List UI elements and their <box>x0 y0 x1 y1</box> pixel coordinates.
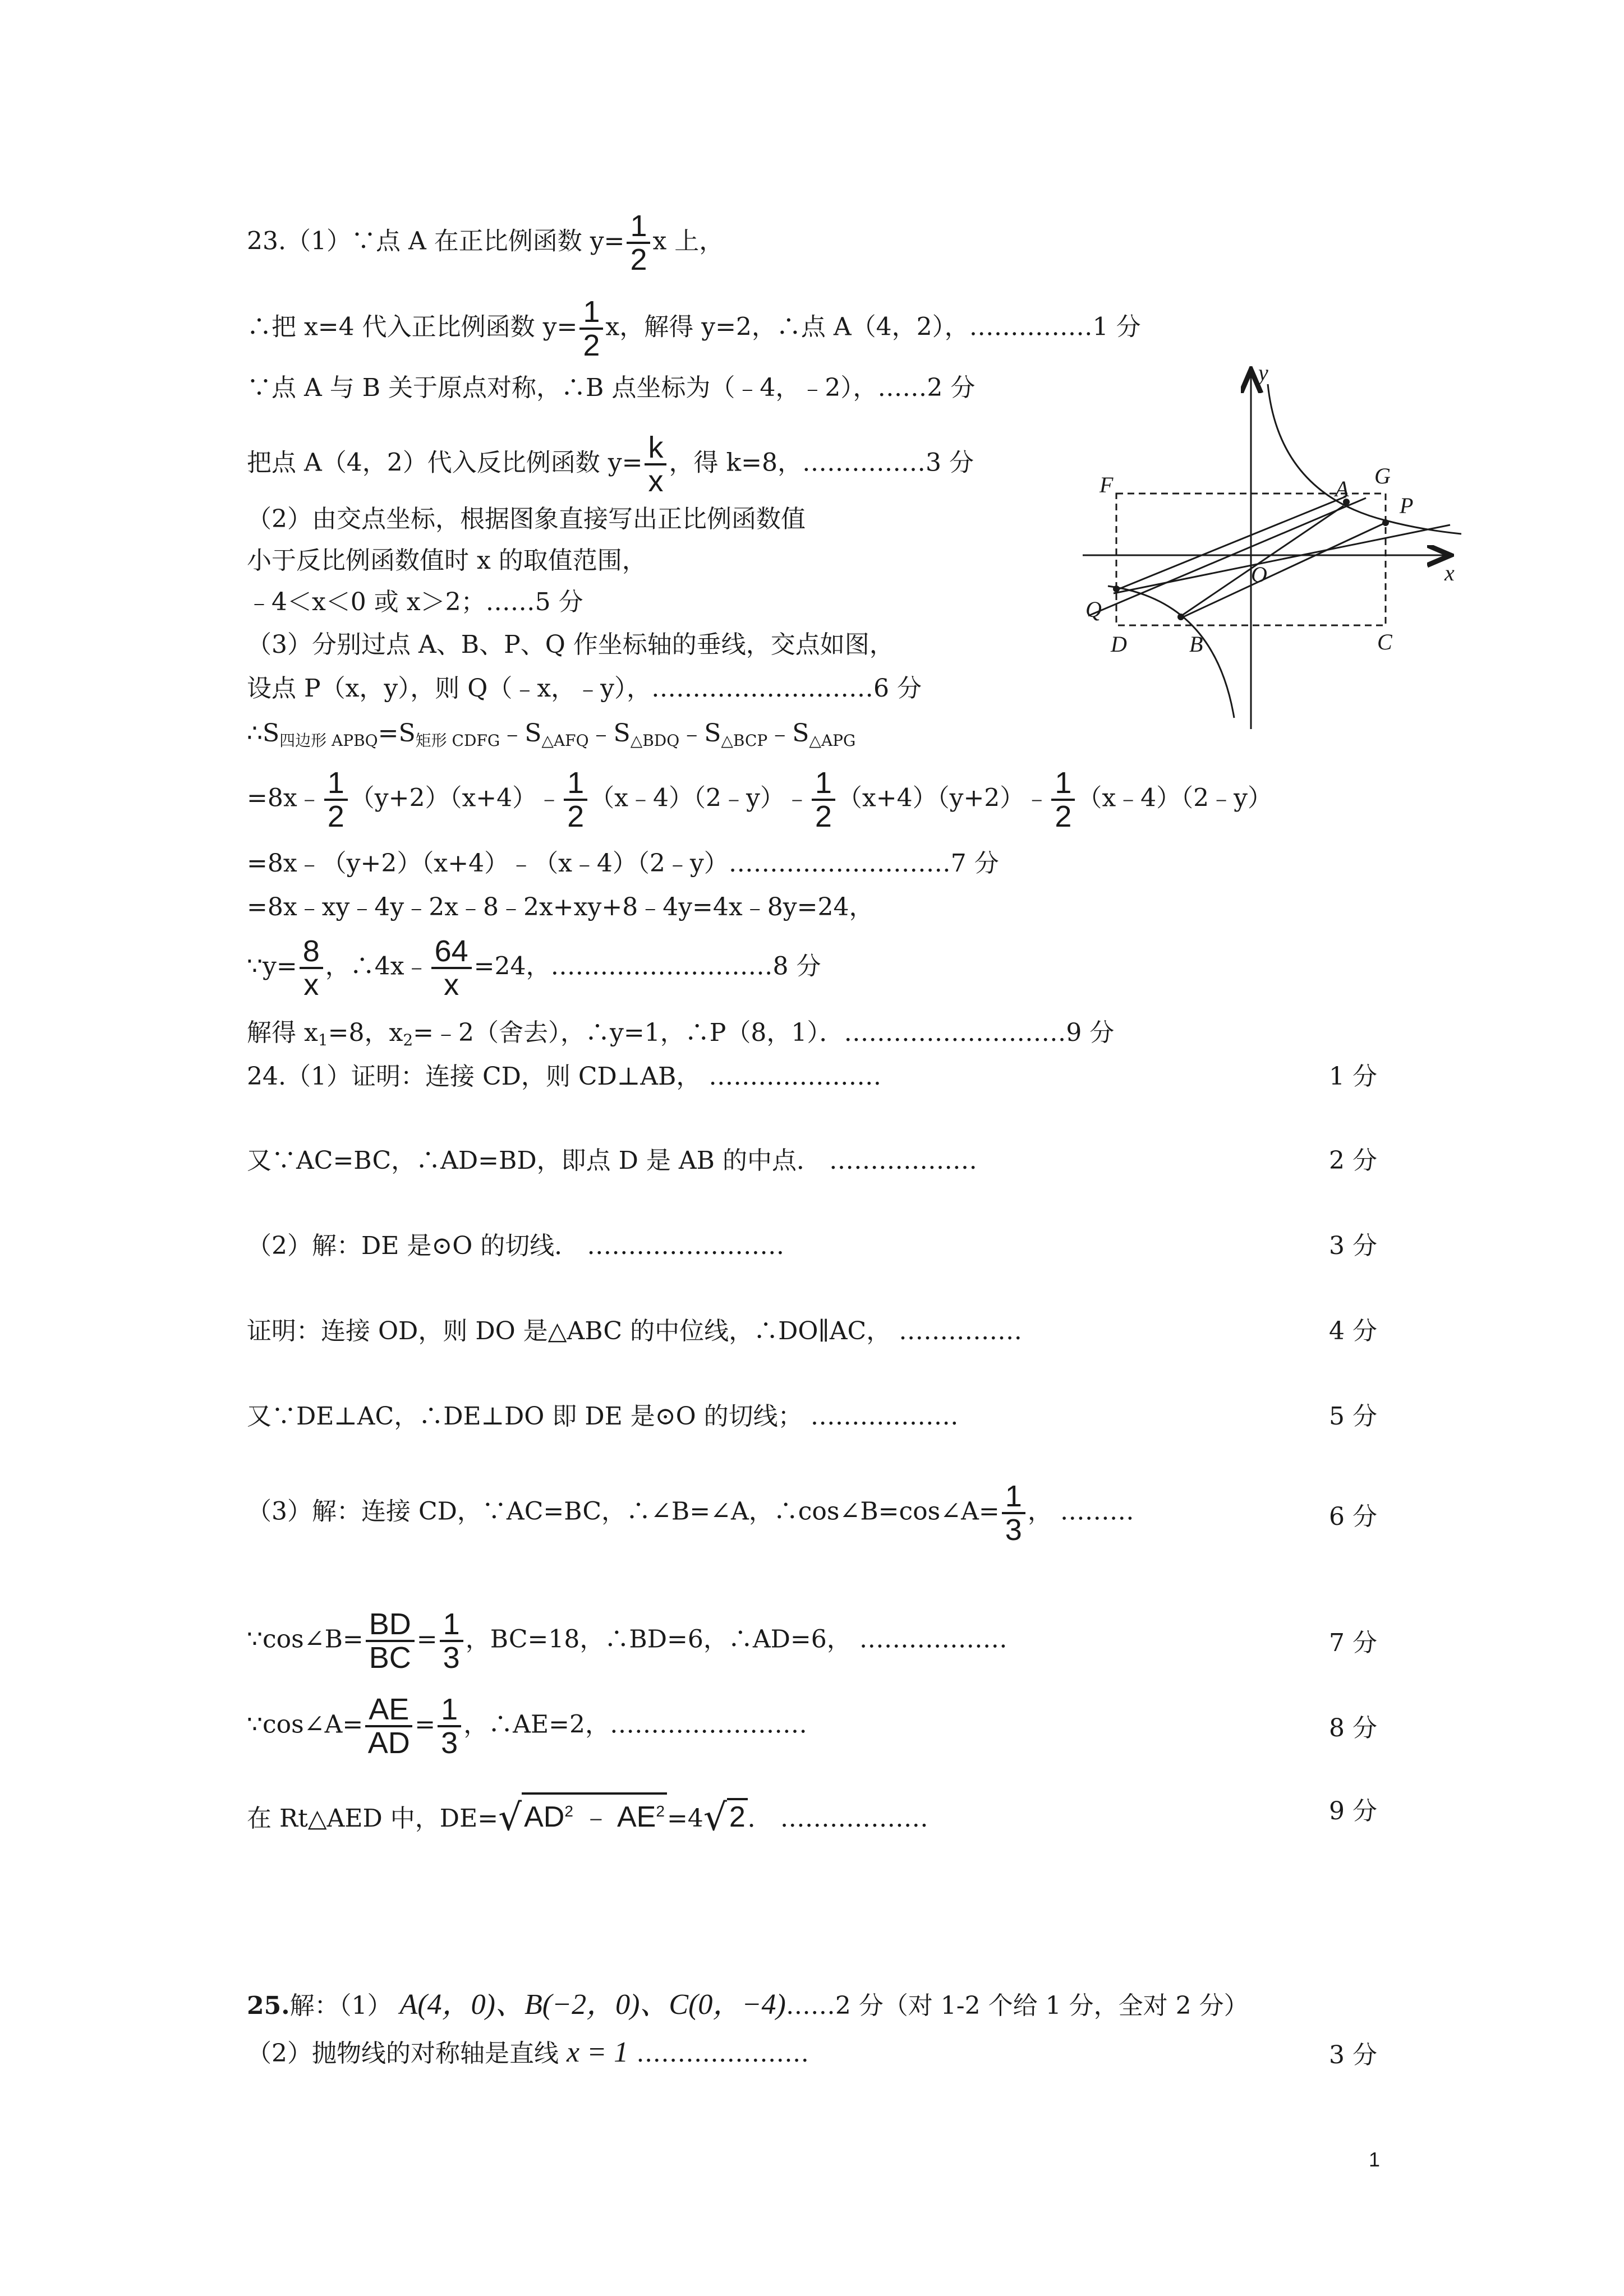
q23-line-14: ∵y= $\frac{8}{x}$ ，∴4x﹣ $\frac{64}{x}$ =24，………………………8 分 <box>247 934 821 1002</box>
q23-line-7: ﹣4＜x＜0 或 x＞2；……5 分 <box>247 588 583 616</box>
page-number: 1 <box>1369 2148 1381 2171</box>
fraction-one-half: $\frac{1}{2}$ <box>324 767 348 832</box>
q24-score-9: 9 分 <box>1329 1797 1377 1825</box>
q24-line-1: 24.（1）证明：连接 CD，则 CD⊥AB， ………………… <box>247 1062 882 1091</box>
q24-line-2: 又∵AC=BC，∴AD=BD，即点 D 是 AB 的中点． ……………… <box>247 1146 977 1175</box>
label-b: B <box>1189 631 1203 657</box>
q24-score-7: 7 分 <box>1329 1629 1377 1657</box>
label-x: x <box>1444 560 1455 585</box>
q23-l1-pre: 23.（1）∵点 A 在正比例函数 y= <box>247 227 625 256</box>
q24-score-6: 6 分 <box>1329 1502 1377 1531</box>
q23-line-6: 小于反比例函数值时 x 的取值范围， <box>247 546 647 575</box>
q23-line-3: ∵点 A 与 B 关于原点对称，∴B 点坐标为（﹣4，﹣2），……2 分 <box>247 374 976 402</box>
q25-line-1: 25.解：（1） A(4，0)、B(−2，0)、C(0，−4)……2 分（对 1-2 个给 1 分，全对 2 分） <box>247 1989 1249 2021</box>
q25-line-2: （2）抛物线的对称轴是直线 x = 1 ………………… <box>247 2036 809 2068</box>
q23-line-15: 解得 $x_1=8$，$x_2=﹣2$（舍去），∴y=1，∴P（8，1）．………………………9 分 <box>247 1018 1115 1049</box>
q23-line-12: =8x﹣（y+2）（x+4）﹣（x﹣4）（2﹣y）………………………7 分 <box>247 849 999 878</box>
q24-line-3: （2）解：DE 是⊙O 的切线． …………………… <box>247 1232 785 1260</box>
q24-score-2: 2 分 <box>1329 1146 1377 1175</box>
sqrt-ad2-ae2: $AD^2$ ﹣ $AE^2$ <box>522 1792 667 1834</box>
fraction-one-half: $\frac{1}{2}$ <box>564 767 587 832</box>
fraction-one-half: $\frac{1}{2}$ <box>1051 767 1075 832</box>
q23-line-1 <box>247 210 724 275</box>
q24-score-5: 5 分 <box>1329 1402 1377 1431</box>
label-g: G <box>1374 463 1391 488</box>
label-p: P <box>1400 493 1414 518</box>
point-p <box>1382 519 1389 526</box>
fraction-one-half: $\frac{1}{2}$ <box>627 210 650 275</box>
q23-line-11: =8x﹣ $\frac{1}{2}$ （y+2）（x+4）﹣ $\frac{1}{2}$ （x﹣4）（2﹣y）﹣ $\frac{1}{2}$ （x+4）（y+2）﹣ $\frac{1}{2}$ （x﹣4）（2﹣y） <box>247 766 1273 833</box>
q25-score-2: 3 分 <box>1329 2041 1377 2069</box>
line-pq <box>1114 525 1450 593</box>
label-q: Q <box>1085 597 1102 622</box>
sqrt-2: 2 <box>727 1798 748 1834</box>
label-f: F <box>1099 472 1114 497</box>
fraction-one-third: $\frac{1}{3}$ <box>440 1608 463 1673</box>
q24-line-9: 在 Rt△AED 中，$DE=√AD^2$ ﹣ $AE^2=4√2$． ……………… <box>247 1792 928 1836</box>
q23-line-2: ∴把 x=4 代入正比例函数 y= $\frac{1}{2}$ x，解得 y=2，∴点 A（4，2），……………1 分 <box>247 295 1141 362</box>
q23-line-5: （2）由交点坐标，根据图象直接写出正比例函数值 <box>247 505 806 533</box>
fraction-64-over-x: $\frac{64}{x}$ <box>431 935 472 1001</box>
fraction-one-half: $\frac{1}{2}$ <box>579 296 603 361</box>
label-d: D <box>1111 631 1127 657</box>
q24-line-6: （3）解：连接 CD，∵AC=BC，∴∠B=∠A，∴cos∠B=cos∠A= $\frac{1}{3}$ ， ……… <box>247 1479 1134 1547</box>
q23-line-4: 把点 A（4，2）代入反比例函数 y= $\frac{k}{x}$ ，得 k=8，……………3 分 <box>247 431 974 498</box>
label-y: y <box>1258 360 1268 385</box>
label-o: O <box>1251 562 1267 587</box>
fraction-bd-over-bc: $\frac{BD}{BC}$ <box>366 1608 415 1673</box>
q23-line-13: =8x﹣xy﹣4y﹣2x﹣8﹣2x+xy+8﹣4y=4x﹣8y=24， <box>247 893 874 921</box>
q23-line-10: $\therefore S_{四边形 APBQ}=S_{矩形 CDFG}﹣S_{\triangle AFQ}﹣S_{\triangle BDQ}﹣S_{\triangle BCP}﹣S_{\triangle APG}$ <box>247 719 856 750</box>
q24-line-5: 又∵DE⊥AC，∴DE⊥DO 即 DE 是⊙O 的切线； ……………… <box>247 1402 959 1431</box>
q24-line-4: 证明：连接 OD，则 DO 是△ABC 的中位线，∴DO∥AC， …………… <box>247 1317 1023 1345</box>
line-qa <box>1116 496 1346 590</box>
fraction-one-half: $\frac{1}{2}$ <box>812 767 835 832</box>
fraction-8-over-x: $\frac{8}{x}$ <box>300 935 323 1001</box>
hyperbola-branch-1 <box>1268 384 1461 534</box>
label-a: A <box>1335 476 1349 501</box>
q24-score-8: 8 分 <box>1329 1714 1377 1742</box>
point-b <box>1177 614 1184 620</box>
fraction-one-third: $\frac{1}{3}$ <box>438 1694 461 1759</box>
q24-line-8: ∵cos∠A= $\frac{AE}{AD}$ = $\frac{1}{3}$ ，∴AE=2，…………………… <box>247 1693 807 1760</box>
fraction-k-over-x: $\frac{k}{x}$ <box>645 432 666 497</box>
q24-score-3: 3 分 <box>1329 1232 1377 1260</box>
line-pb <box>1181 523 1386 618</box>
q24-score-1: 1 分 <box>1329 1062 1377 1091</box>
q23-l1-post: x 上， <box>652 227 724 256</box>
fraction-one-third: $\frac{1}{3}$ <box>1002 1481 1025 1546</box>
q25-axis-equation: x = 1 <box>566 2036 629 2068</box>
fraction-ae-over-ad: $\frac{AE}{AD}$ <box>365 1694 412 1759</box>
label-c: C <box>1377 629 1392 654</box>
line-oa <box>1088 498 1366 616</box>
q24-line-7: ∵cos∠B= $\frac{BD}{BC}$ = $\frac{1}{3}$ ，BC=18，∴BD=6，∴AD=6， ……………… <box>247 1607 1007 1675</box>
q23-line-8: （3）分别过点 A、B、P、Q 作坐标轴的垂线，交点如图， <box>247 630 894 659</box>
q23-line-9: 设点 P（x，y），则 Q（﹣x，﹣y），………………………6 分 <box>247 674 922 703</box>
coordinate-graph <box>1074 359 1470 740</box>
q25-coordinates: A(4，0)、B(−2，0)、C(0，−4) <box>399 1989 786 2021</box>
point-q <box>1113 585 1120 592</box>
q24-score-4: 4 分 <box>1329 1317 1377 1345</box>
